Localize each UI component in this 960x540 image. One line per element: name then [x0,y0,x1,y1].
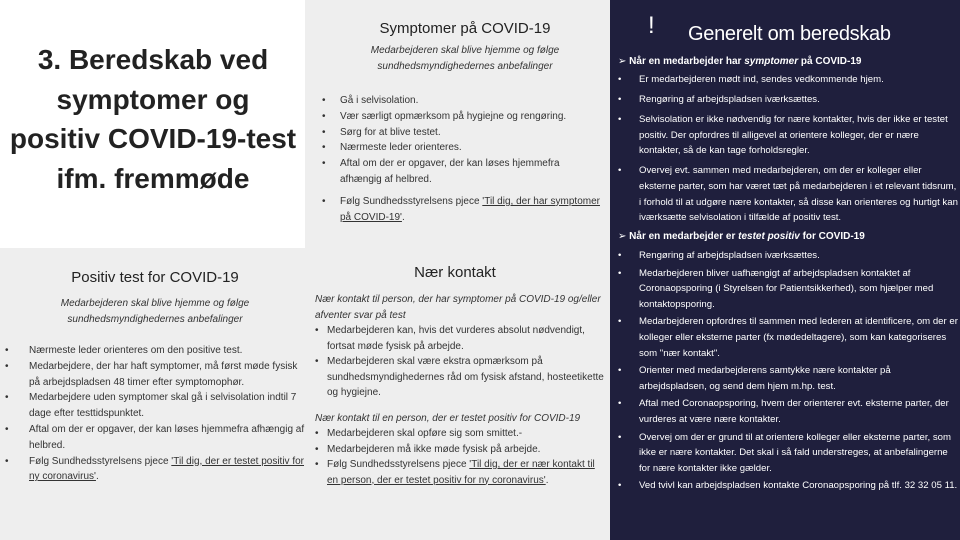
list-item: • Aftal med Coronaopsporing, hvem der orienterer evt. eksterne parter, der vurderes at være nære kontakter. [618,396,959,427]
list-item: • Er medarbejderen mødt ind, sendes vedkommende hjem. [618,72,959,88]
guide-suffix: . [401,211,405,223]
list-item: • Medarbejderen opfordres til sammen med lederen at identificere, om der er kolleger eller eksterne parter (fx mødedeltagere), som kan kategoriseres som "nær kontakt". [618,314,959,361]
symptoms-heading: Symptomer på COVID-19 [379,20,551,37]
list-item: • Medarbejdere, der har haft symptomer, må først møde fysisk på arbejdspladsen 48 timer efter symptomophør. [5,359,305,391]
list-item: • Medarbejderen skal opføre sig som smittet.- [315,426,607,442]
list-item: • Vær særligt opmærksom på hygiejne og rengøring. [322,109,604,125]
general-positive-list [618,248,959,496]
title-panel [0,0,305,248]
contact-guide-link[interactable]: 'Til dig, der er nær kontakt til en person, der er testet positiv for ny coronavirus' [327,459,595,486]
arrow-icon: ➢ [618,231,630,242]
general-symptoms-heading: ➢ Når en medarbejder har symptomer på COVID-19 [618,56,862,67]
list-item: • Rengøring af arbejdspladsen iværksættes. [618,248,959,264]
positive-guide-link[interactable]: 'Til dig, der er testet positiv for ny coronavirus' [29,455,304,483]
contact-group1-heading: Nær kontakt til person, der har symptomer på COVID-19 og/eller afventer svar på test [315,294,601,321]
exclamation-icon: ! [648,12,655,39]
guide-prefix: Følg Sundhedsstyrelsens pjece [327,459,470,470]
list-item [315,457,607,488]
list-item: • Nærmeste leder orienteres om den positive test. [5,343,305,359]
list-item: • Orienter med medarbejderens samtykke nære kontakter på arbejdspladsen, og send dem hjem m.hp. test. [618,363,959,394]
positive-subheading: Medarbejderen skal blive hjemme og følge sundhedsmyndighedernes anbefalinger [60,298,250,325]
symptoms-guide-link[interactable]: 'Til dig, der har symptomer på COVID-19' [340,195,600,223]
list-item: • Nærmeste leder orienteres. [322,140,604,156]
arrow-icon: ➢ [618,56,630,67]
positive-heading: Positiv test for COVID-19 [71,269,239,286]
contact-group2-list [315,426,607,488]
list-item [5,454,305,486]
slide-title: 3. Beredskab ved symptomer og positiv COVID-19-test ifm. fremmøde [9,44,297,194]
contact-heading: Nær kontakt [414,264,496,281]
list-item: • Rengøring af arbejdspladsen iværksættes. [618,92,959,108]
list-item: • Aftal om der er opgaver, der kan løses hjemmefra afhængig af helbred. [5,422,305,454]
list-item [322,194,604,226]
guide-suffix: . [545,474,549,486]
guide-suffix: . [95,471,99,483]
general-positive-heading: ➢ Når en medarbejder er testet positiv for COVID-19 [618,231,865,242]
positive-list [5,343,305,485]
list-item: • Aftal om der er opgaver, der kan løses hjemmefra afhængig af helbred. [322,156,604,188]
list-item: • Overvej evt. sammen med medarbejderen, om der er kolleger eller eksterne parter, som har været tæt på medarbejderen i et relevant tidsrum, i forhold til at udgøre nære kontakter, så disse kan orienteres og hurtigt kan iværksætte selvisolation i tilfælde af positiv test. [618,163,959,225]
list-item: • Medarbejdere uden symptomer skal gå i selvisolation indtil 7 dage efter testtidspunktet. [5,390,305,422]
symptoms-list [322,93,604,225]
guide-prefix: Følg Sundhedsstyrelsens pjece [29,455,172,467]
symptoms-subheading: Medarbejderen skal blive hjemme og følge sundhedsmyndighedernes anbefalinger [370,45,560,72]
list-item: • Sørg for at blive testet. [322,125,604,141]
guide-prefix: Følg Sundhedsstyrelsens pjece [340,195,483,207]
contact-group1-list [315,323,607,401]
contact-content [315,292,607,488]
list-item: • Selvisolation er ikke nødvendig for nære kontakter, hvis der ikke er testet positiv. Der opfordres til alligevel at orientere kolleger, der er nære kontakter, så de kan tage forholdsregler. [618,112,959,159]
list-item: • Ved tvivl kan arbejdspladsen kontakte Coronaopsporing på tlf. 32 32 05 11. [618,478,959,494]
list-item: • Gå i selvisolation. [322,93,604,109]
general-symptoms-list [618,72,959,230]
list-item: • Medarbejderen kan, hvis det vurderes absolut nødvendigt, fortsat møde fysisk på arbejde. [315,323,607,354]
list-item: • Overvej om der er grund til at orientere kolleger eller eksterne parter, som ikke er nære kontakter. Det skal i så fald understreges, at anbefalingerne for nære kontakter ikke gælder. [618,430,959,477]
contact-group2-heading: Nær kontakt til en person, der er testet positiv for COVID-19 [315,412,581,424]
list-item: • Medarbejderen skal være ekstra opmærksom på sundhedsmyndighedernes råd om fysisk afstand, hostеetikette og hygiejne. [315,354,607,401]
general-heading: Generelt om beredskab [688,23,891,45]
list-item: • Medarbejderen bliver uafhængigt af arbejdspladsen kontaktet af Coronaopsporing (i Styrelsen for Patientsikkerhed), som hjælper med kontaktopsporing. [618,266,959,313]
list-item: • Medarbejderen må ikke møde fysisk på arbejde. [315,442,607,458]
